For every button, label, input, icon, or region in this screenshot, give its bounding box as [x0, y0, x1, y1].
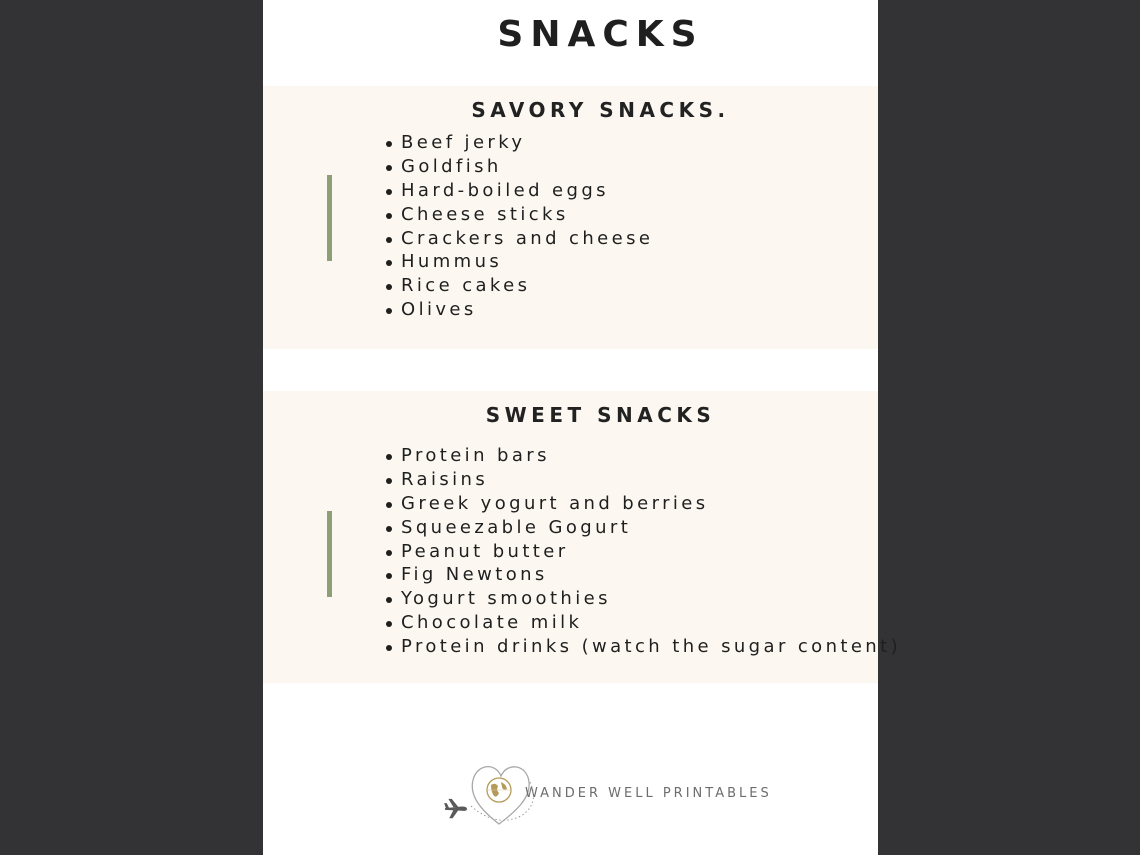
list-item: Cheese sticks — [401, 203, 653, 227]
list-item: Squeezable Gogurt — [401, 516, 901, 540]
list-item: Protein bars — [401, 444, 901, 468]
list-item: Olives — [401, 298, 653, 322]
list-item: Goldfish — [401, 155, 653, 179]
list-item: Chocolate milk — [401, 611, 901, 635]
list-item: Peanut butter — [401, 540, 901, 564]
list-item: Crackers and cheese — [401, 227, 654, 249]
accent-bar — [327, 511, 332, 597]
savory-snacks-list — [401, 131, 653, 322]
list-item: Fig Newtons — [401, 563, 901, 587]
list-item: Hard-boiled eggs — [401, 179, 653, 203]
sweet-snacks-list — [401, 444, 901, 659]
brand-name: WANDER WELL PRINTABLES — [525, 786, 772, 801]
printable-page — [263, 0, 901, 855]
savory-snacks-heading: SAVORY SNACKS. — [471, 98, 730, 122]
page-title: SNACKS — [497, 14, 704, 55]
list-item: Hummus — [401, 250, 653, 274]
airplane-icon — [443, 798, 469, 820]
list-item: Raisins — [401, 468, 901, 492]
list-item: Yogurt smoothies — [401, 587, 901, 611]
list-item: Beef jerky — [401, 131, 653, 155]
accent-bar — [327, 175, 332, 261]
sweet-snacks-heading: SWEET SNACKS — [485, 403, 716, 427]
list-item: Rice cakes — [401, 274, 653, 298]
list-item: Greek yogurt and berries — [401, 492, 901, 516]
savory-snacks-section — [263, 86, 878, 349]
brand-logo — [441, 758, 772, 834]
sweet-snacks-section — [263, 391, 901, 683]
list-item: Protein drinks (watch the sugar content) — [401, 636, 901, 658]
